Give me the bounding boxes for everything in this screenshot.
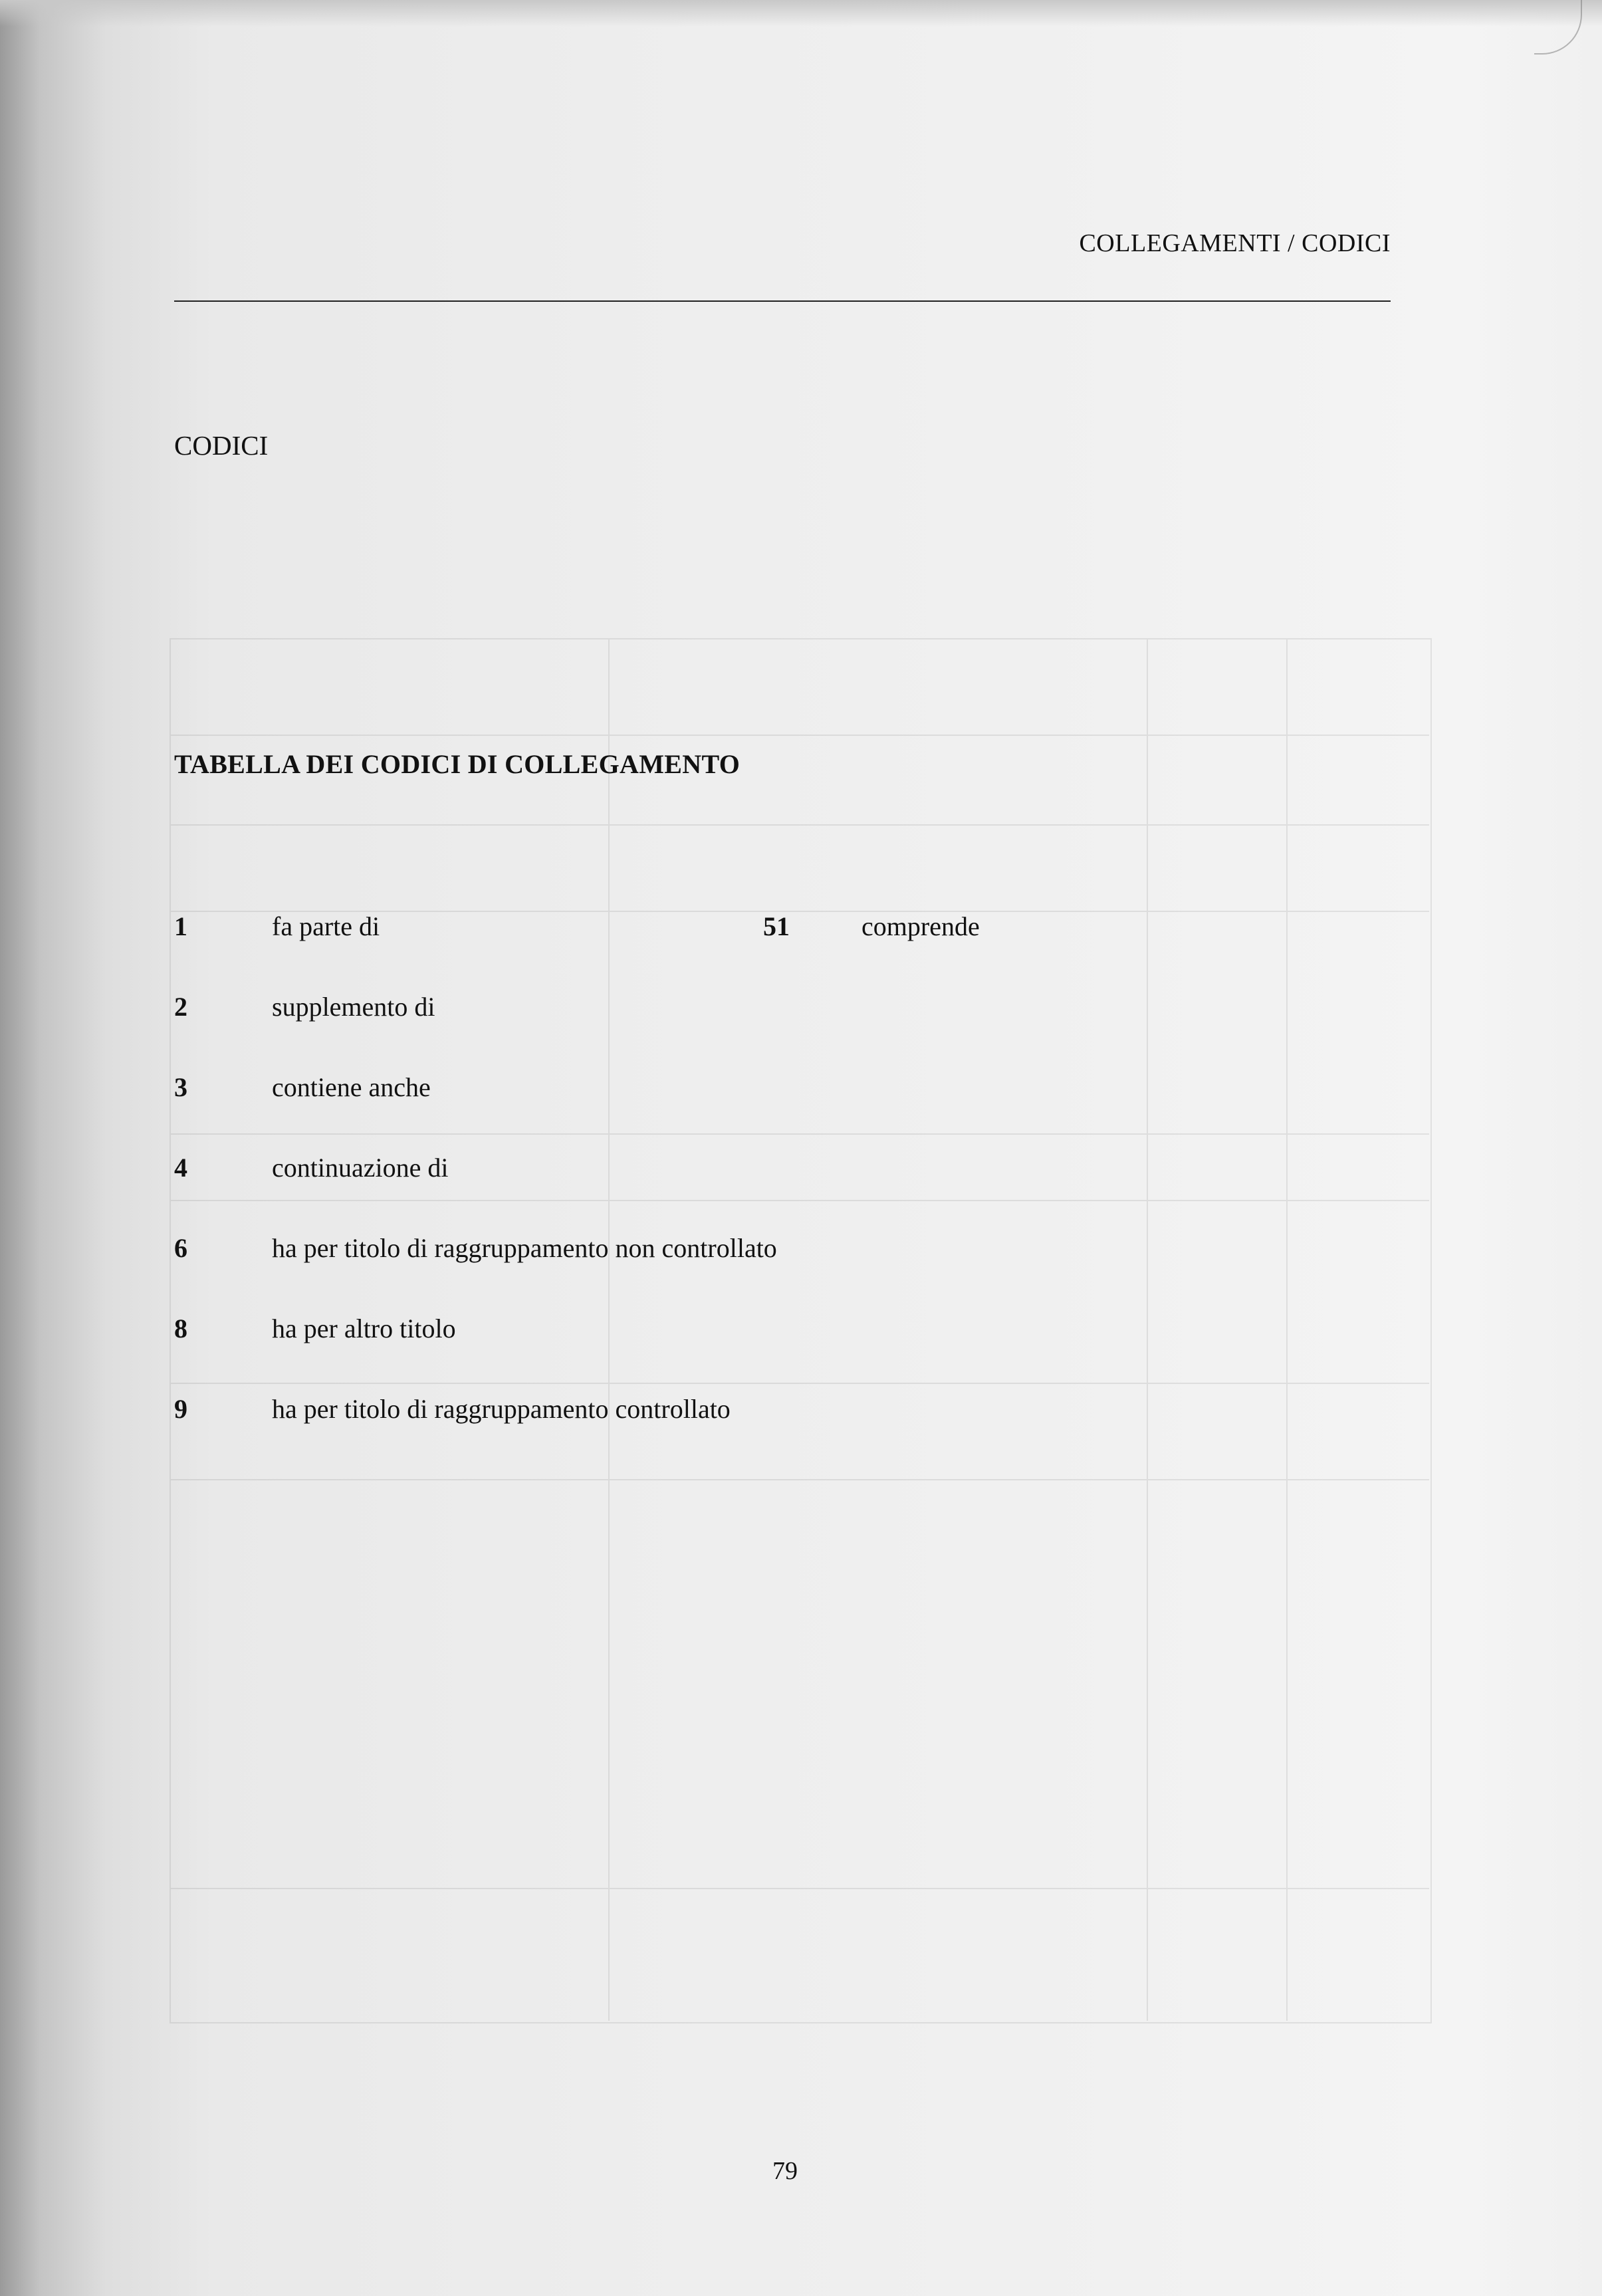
- code-description: fa parte di: [272, 911, 380, 941]
- code-description: comprende: [861, 911, 980, 941]
- code-number: 51: [763, 911, 790, 941]
- code-number: 9: [174, 1394, 187, 1424]
- code-description: contiene anche: [272, 1072, 431, 1102]
- code-description: ha per altro titolo: [272, 1314, 456, 1343]
- running-head: COLLEGAMENTI / CODICI: [1079, 229, 1391, 257]
- code-number: 6: [174, 1233, 187, 1263]
- code-number: 4: [174, 1153, 187, 1183]
- section-title: CODICI: [174, 430, 269, 461]
- page-number: 79: [772, 2157, 798, 2185]
- code-description: supplemento di: [272, 992, 435, 1022]
- code-number: 1: [174, 911, 187, 941]
- code-description: ha per titolo di raggruppamento controllato: [272, 1394, 731, 1424]
- code-description: ha per titolo di raggruppamento non controllato: [272, 1233, 777, 1263]
- code-description: continuazione di: [272, 1153, 449, 1183]
- code-number: 2: [174, 992, 187, 1022]
- code-number: 8: [174, 1314, 187, 1343]
- table-title: TABELLA DEI CODICI DI COLLEGAMENTO: [174, 749, 741, 779]
- code-number: 3: [174, 1072, 187, 1102]
